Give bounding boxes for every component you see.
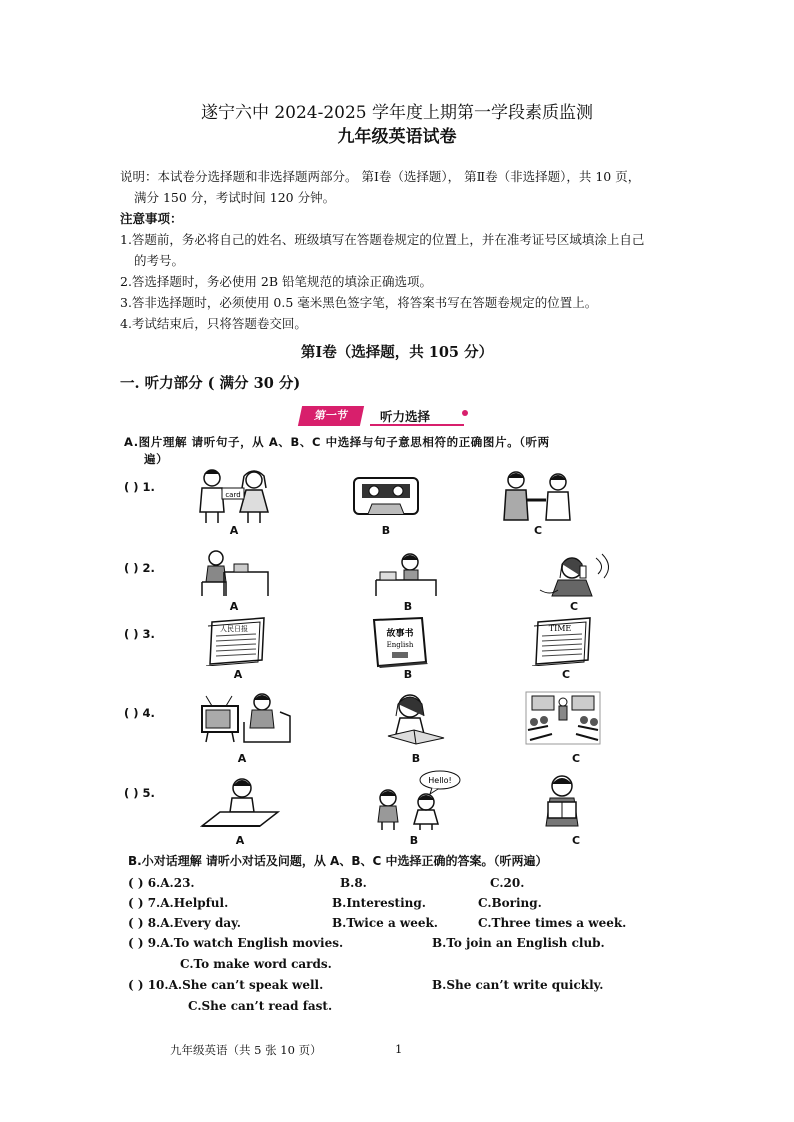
- part-a-line-1: A.图片理解 请听句子，从 A、B、C 中选择与句子意思相符的正确图片。（听两: [124, 435, 550, 449]
- q8-option-c: C.Three times a week.: [478, 916, 627, 930]
- q9-option-c: C.To make word cards.: [180, 957, 332, 971]
- q3-picture-c-time-magazine: [532, 616, 594, 666]
- q2-picture-a-desk-study: [196, 548, 272, 598]
- q8-option-b: B.Twice a week.: [332, 916, 438, 930]
- q10-option-a: ( ) 10.A.She can’t speak well.: [128, 978, 324, 992]
- q7-option-a: ( ) 7.A.Helpful.: [128, 896, 229, 910]
- q5-picture-b-hello-kids: [368, 770, 464, 832]
- q7-option-c: C.Boring.: [478, 896, 542, 910]
- q4-picture-c-classroom: [524, 690, 602, 746]
- q3-book-title: 故事书: [386, 629, 414, 639]
- q1-picture-a-kids-card: [192, 468, 276, 524]
- q4-picture-a-watch-tv: [200, 692, 292, 746]
- q3-newspaper-title: 人民日报: [220, 625, 248, 633]
- q10-option-c: C.She can’t read fast.: [188, 999, 333, 1013]
- q5-label-c: C: [571, 834, 581, 847]
- q5-speech-text: Hello!: [428, 776, 452, 785]
- q6-option-c: C.20.: [490, 876, 525, 890]
- banner-tag: 第一节: [298, 406, 364, 426]
- listening-heading: 一. 听力部分 ( 满分 30 分): [120, 375, 301, 392]
- intro-line-1: 说明：本试卷分选择题和非选择题两部分。 第Ⅰ卷（选择题）， 第Ⅱ卷（非选择题），共 10 页，: [120, 169, 641, 184]
- q3-picture-b-storybook: [370, 616, 434, 668]
- notice-2: 2.答选择题时，务必使用 2B 铅笔规范的填涂正确选项。: [120, 274, 433, 289]
- notice-1-cont: 的考号。: [134, 253, 185, 268]
- q1-picture-c-handshake: [500, 470, 576, 522]
- q2-label-a: A: [229, 600, 239, 613]
- q7-option-b: B.Interesting.: [332, 896, 426, 910]
- footer-info: 九年级英语（共 5 张 10 页）: [170, 1043, 322, 1057]
- notice-4: 4.考试结束后，只将答题卷交回。: [120, 316, 307, 331]
- exam-title: 遂宁六中 2024-2025 学年度上期第一学段素质监测: [200, 103, 594, 123]
- notice-1: 1.答题前，务必将自己的姓名、班级填写在答题卷规定的位置上，并在准考证号区域填涂上自己: [120, 232, 645, 247]
- q4-label-a: A: [237, 752, 247, 765]
- q4-label-c: C: [571, 752, 581, 765]
- q5-picture-a-writing-desk: [200, 776, 280, 832]
- q1-label-c: C: [533, 524, 543, 537]
- question-1-number: ( ) 1.: [124, 480, 155, 494]
- q5-label-a: A: [235, 834, 245, 847]
- q6-option-b: B.8.: [340, 876, 367, 890]
- q4-label-b: B: [411, 752, 421, 765]
- q2-picture-c-phone-call: [536, 550, 616, 598]
- question-5-number: ( ) 5.: [124, 786, 155, 800]
- banner-dot: [462, 410, 468, 416]
- q3-label-a: A: [233, 668, 243, 681]
- q3-label-b: B: [403, 668, 413, 681]
- page-number: 1: [395, 1042, 403, 1056]
- question-4-number: ( ) 4.: [124, 706, 155, 720]
- banner-label: 听力选择: [380, 409, 431, 424]
- q1-card-text: card: [225, 491, 241, 499]
- q3-label-c: C: [561, 668, 571, 681]
- q5-picture-c-boy-reading: [530, 772, 592, 832]
- q5-label-b: B: [409, 834, 419, 847]
- volume-heading: 第Ⅰ卷（选择题，共 105 分）: [300, 344, 494, 361]
- banner-underline: [370, 424, 464, 426]
- section-banner: [300, 405, 468, 427]
- q2-picture-b-girl-desk: [372, 550, 440, 598]
- q9-option-b: B.To join an English club.: [432, 936, 605, 950]
- intro-line-2: 满分 150 分，考试时间 120 分钟。: [134, 190, 336, 205]
- q2-label-b: B: [403, 600, 413, 613]
- q1-label-a: A: [229, 524, 239, 537]
- q9-option-a: ( ) 9.A.To watch English movies.: [128, 936, 344, 950]
- q6-option-a: ( ) 6.A.23.: [128, 876, 195, 890]
- notice-heading: 注意事项：: [120, 211, 183, 226]
- q3-book-sub: English: [386, 641, 414, 649]
- part-b-instruction: B.小对话理解 请听小对话及问题，从 A、B、C 中选择正确的答案。（听两遍）: [128, 854, 548, 868]
- question-3-number: ( ) 3.: [124, 627, 155, 641]
- q3-magazine-title: TIME: [548, 624, 572, 633]
- q4-picture-b-girl-reading: [380, 692, 450, 746]
- exam-subtitle: 九年级英语试卷: [337, 127, 457, 147]
- q3-picture-a-newspaper: [206, 616, 268, 666]
- q10-option-b: B.She can’t write quickly.: [432, 978, 604, 992]
- q8-option-a: ( ) 8.A.Every day.: [128, 916, 241, 930]
- q1-label-b: B: [381, 524, 391, 537]
- part-a-line-2: 遍）: [144, 452, 169, 466]
- q1-picture-b-cassette: [352, 472, 420, 518]
- exam-instructions: [120, 166, 680, 334]
- notice-3: 3.答非选择题时，必须使用 0.5 毫米黑色签字笔，将答案书写在答题卷规定的位置上。: [120, 295, 598, 310]
- question-2-number: ( ) 2.: [124, 561, 155, 575]
- part-a-instruction: [124, 434, 672, 468]
- q2-label-c: C: [569, 600, 579, 613]
